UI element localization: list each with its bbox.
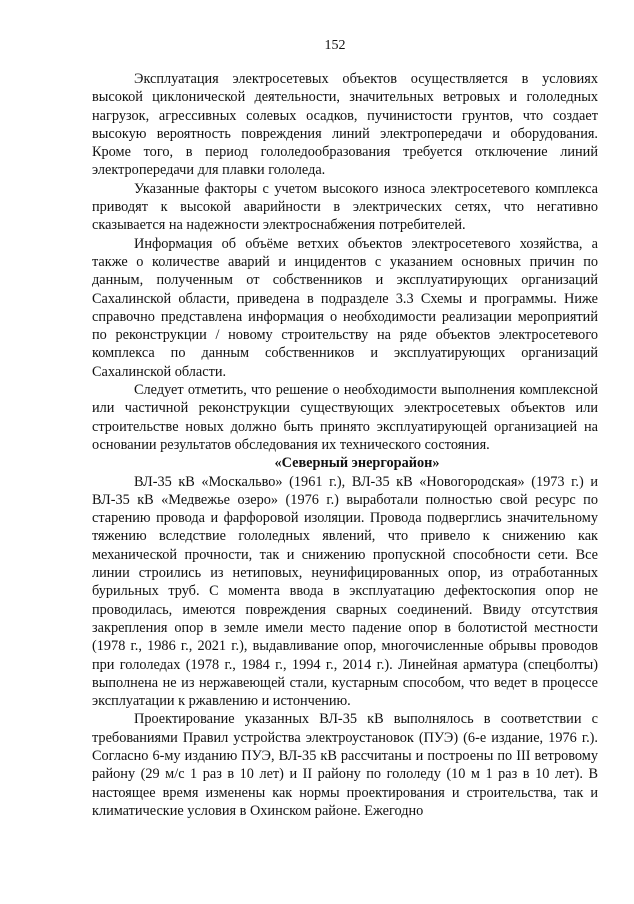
paragraph-decision: Следует отметить, что решение о необходимости выполнения комплексной или частичной реконструкции существующих электросетевых объектов или строительстве новых должно быть принято эксплуатирующей организацией на основании результатов обследования их технического состояния.: [92, 382, 598, 453]
paragraph-operating-conditions: Эксплуатация электросетевых объектов осуществляется в условиях высокой циклонической деятельности, значительных ветровых и гололедных нагрузок, агрессивных солевых осадков, пучинистости грунтов, что создает высокую вероятность повреждения линий электропередачи и оборудования. Кроме того, в период гололедообразования требуется отключение линий электропередачи для плавки гололеда.: [92, 71, 598, 179]
paragraph-power-lines: ВЛ-35 кВ «Москальво» (1961 г.), ВЛ-35 кВ «Новогородская» (1973 г.) и ВЛ-35 кВ «Медвежье озеро» (1976 г.) выработали полностью свой ресурс по старению провода и фарфоровой изоляции. Провода подверглись значительному тяжению вследствие гололедных явлений, что привело к снижению как механической прочности, так и снижению пропускной способности сети. Все линии строились из нетиповых, неунифицированных опор, из отработанных бурильных труб. С момента ввода в эксплуатацию дефектоскопия опор не проводилась, имеются повреждения сварных соединений. Ввиду отсутствия закрепления опор в земле имели место падение опор в болотистой местности (1978 г., 1986 г., 2021 г.), выдавливание опор, многочисленные обрывы проводов при гололедах (1978 г., 1984 г., 1994 г., 2014 г.). Линейная арматура (спецболты) выполнена не из нержавеющей стали, кустарным способом, что ведет в процессе эксплуатации к ржавлению и истончению.: [92, 473, 598, 710]
document-body: [92, 70, 598, 820]
paragraph-factors: Указанные факторы с учетом высокого износа электросетевого комплекса приводят к высокой аварийности в электрических сетях, что негативно сказывается на надежности электроснабжения потребителей.: [92, 180, 598, 234]
paragraph-design-requirements: Проектирование указанных ВЛ-35 кВ выполнялось в соответствии с требованиями Правил устройства электроустановок (ПУЭ) (6-е издание, 1976 г.). Согласно 6-му изданию ПУЭ, ВЛ-35 кВ рассчитаны и построены по III ветровому району (29 м/с 1 раз в 10 лет) и II району по гололеду (10 м 1 раз в 10 лет). В настоящее время изменены как нормы проектирования и строительства, так и климатические условия в Охинском районе. Ежегодно: [92, 711, 598, 819]
page-number: 152: [324, 38, 346, 53]
paragraph-information: Информация об объёме ветхих объектов электросетевого хозяйства, а также о количестве аварий и инцидентов с указанием основных причин по данным, полученным от собственников и эксплуатирующих организаций Сахалинской области, приведена в подразделе 3.3 Схемы и программы. Ниже справочно представлена информация о необходимости реализации мероприятий по реконструкции / новому строительству на ряде объектов электросетевого комплекса по данным собственников и эксплуатирующих организаций Сахалинской области.: [92, 235, 598, 380]
section-heading: «Северный энергорайон»: [274, 455, 440, 472]
